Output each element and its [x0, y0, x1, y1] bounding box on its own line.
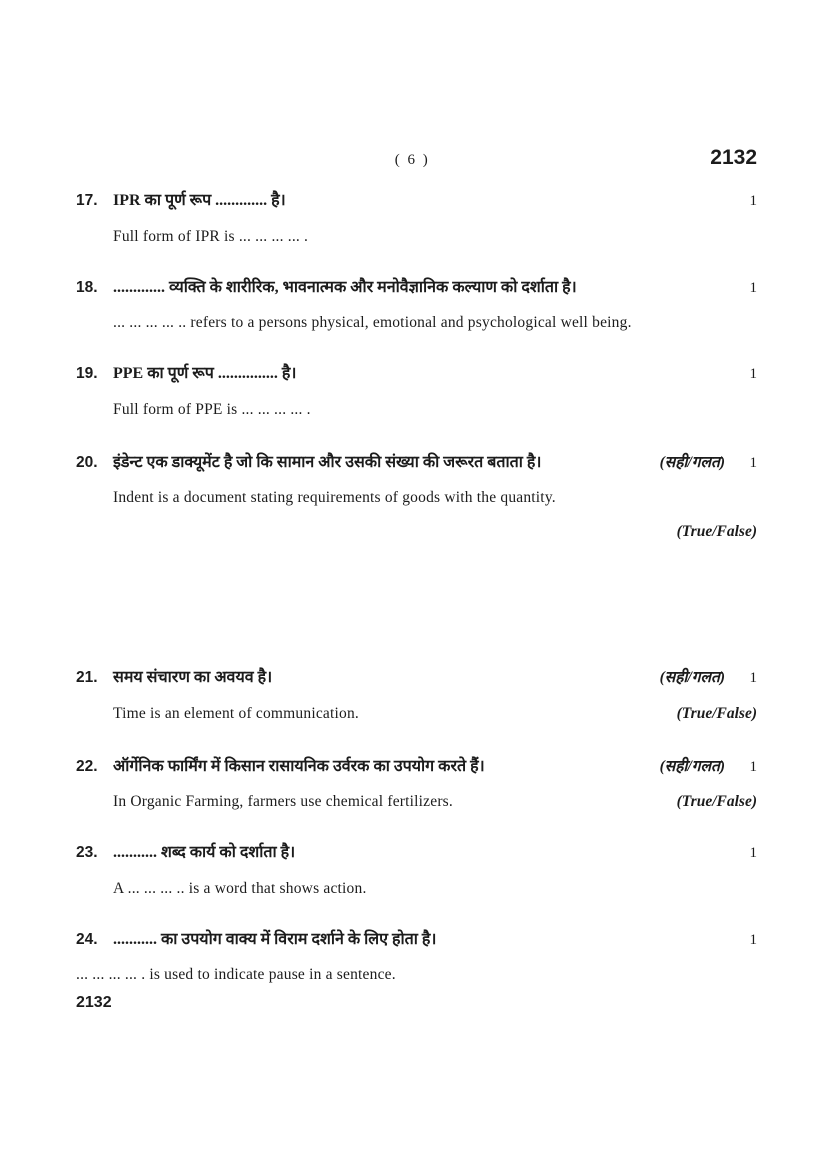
- question-text-hindi: ........... का उपयोग वाक्य में विराम दर्शाने के लिए होता है।: [113, 930, 437, 948]
- question-marks: 1: [749, 931, 757, 948]
- question: [76, 754, 757, 814]
- question-text-hindi: ............. व्यक्ति के शारीरिक, भावनात्मक और मनोवैज्ञानिक कल्याण को दर्शाता है।: [113, 278, 577, 296]
- truefalse-english-line: [76, 523, 757, 541]
- question-english-line: [76, 879, 757, 900]
- question-text-hindi: ऑर्गेनिक फार्मिंग में किसान रासायनिक उर्वरक का उपयोग करते हैं।: [113, 757, 485, 775]
- question-text-english: ... ... ... ... .. refers to a persons physical, emotional and psychological well being.: [113, 314, 632, 332]
- question-hindi-line: [76, 929, 757, 951]
- page-number: ( 6 ): [394, 152, 430, 168]
- question-marks: 1: [749, 366, 757, 383]
- question-english-line: [76, 488, 757, 509]
- question-english-line: [76, 965, 757, 986]
- question-english-line: [76, 792, 757, 813]
- questions-list: [76, 190, 757, 986]
- question-number: 19.: [76, 365, 98, 383]
- question-number: 23.: [76, 844, 98, 862]
- question-number: 17.: [76, 192, 98, 209]
- truefalse-hindi: (सही/गलत): [659, 669, 725, 687]
- question-number: 18.: [76, 278, 98, 296]
- question-number: 24.: [76, 930, 98, 948]
- question-text-english: Full form of PPE is ... ... ... ... .: [113, 400, 311, 418]
- question-hindi-line: [76, 190, 757, 212]
- question-number: 22.: [76, 757, 98, 775]
- question-text-hindi: PPE का पूर्ण रूप ............... है।: [113, 365, 297, 383]
- question-marks: 1: [749, 193, 757, 209]
- question-text-english: In Organic Farming, farmers use chemical fertilizers.: [113, 793, 453, 811]
- question-number: 20.: [76, 453, 98, 471]
- question: [76, 363, 757, 421]
- question: [76, 842, 757, 900]
- question: [76, 450, 757, 542]
- question: [76, 665, 757, 725]
- question-text-english: Indent is a document stating requirements of goods with the quantity.: [113, 489, 556, 507]
- question-text-english: ... ... ... ... . is used to indicate pause in a sentence.: [76, 966, 396, 984]
- question: [76, 190, 757, 248]
- truefalse-hindi: (सही/गलत): [659, 453, 725, 471]
- page-header: [76, 146, 757, 184]
- question-marks: 1: [749, 845, 757, 862]
- truefalse-english-standalone: (True/False): [676, 523, 757, 541]
- paper-code-footer: 2132: [76, 994, 112, 1011]
- question-text-hindi: समय संचारण का अवयव है।: [113, 669, 273, 687]
- question-text-hindi: इंडेन्ट एक डाक्यूमेंट है जो कि सामान और उसकी संख्या की जरूरत बताता है।: [113, 453, 542, 471]
- question: [76, 929, 757, 987]
- question-text-hindi: IPR का पूर्ण रूप ............. है।: [113, 192, 286, 209]
- question-english-line: [76, 227, 757, 248]
- question-text-english: Time is an element of communication.: [113, 704, 359, 722]
- question-hindi-line: [76, 754, 757, 778]
- question-text-english: Full form of IPR is ... ... ... ... .: [113, 227, 309, 245]
- question-english-line: [76, 313, 757, 334]
- question-number: 21.: [76, 669, 98, 687]
- truefalse-hindi: (सही/गलत): [659, 757, 725, 775]
- question-hindi-line: [76, 665, 757, 689]
- question-marks: 1: [749, 670, 757, 687]
- question-hindi-line: [76, 450, 757, 474]
- question: [76, 277, 757, 335]
- question-marks: 1: [749, 758, 757, 775]
- question-marks: 1: [749, 454, 757, 471]
- question-marks: 1: [749, 279, 757, 296]
- question-hindi-line: [76, 277, 757, 299]
- question-hindi-line: [76, 842, 757, 864]
- truefalse-english: (True/False): [676, 793, 757, 811]
- question-hindi-line: [76, 363, 757, 385]
- question-text-hindi: ........... शब्द कार्य को दर्शाता है।: [113, 844, 296, 862]
- question-english-line: [76, 400, 757, 421]
- question-text-english: A ... ... ... .. is a word that shows action.: [113, 879, 367, 897]
- question-english-line: [76, 704, 757, 725]
- truefalse-english: (True/False): [676, 704, 757, 722]
- paper-code-header: 2132: [710, 146, 757, 169]
